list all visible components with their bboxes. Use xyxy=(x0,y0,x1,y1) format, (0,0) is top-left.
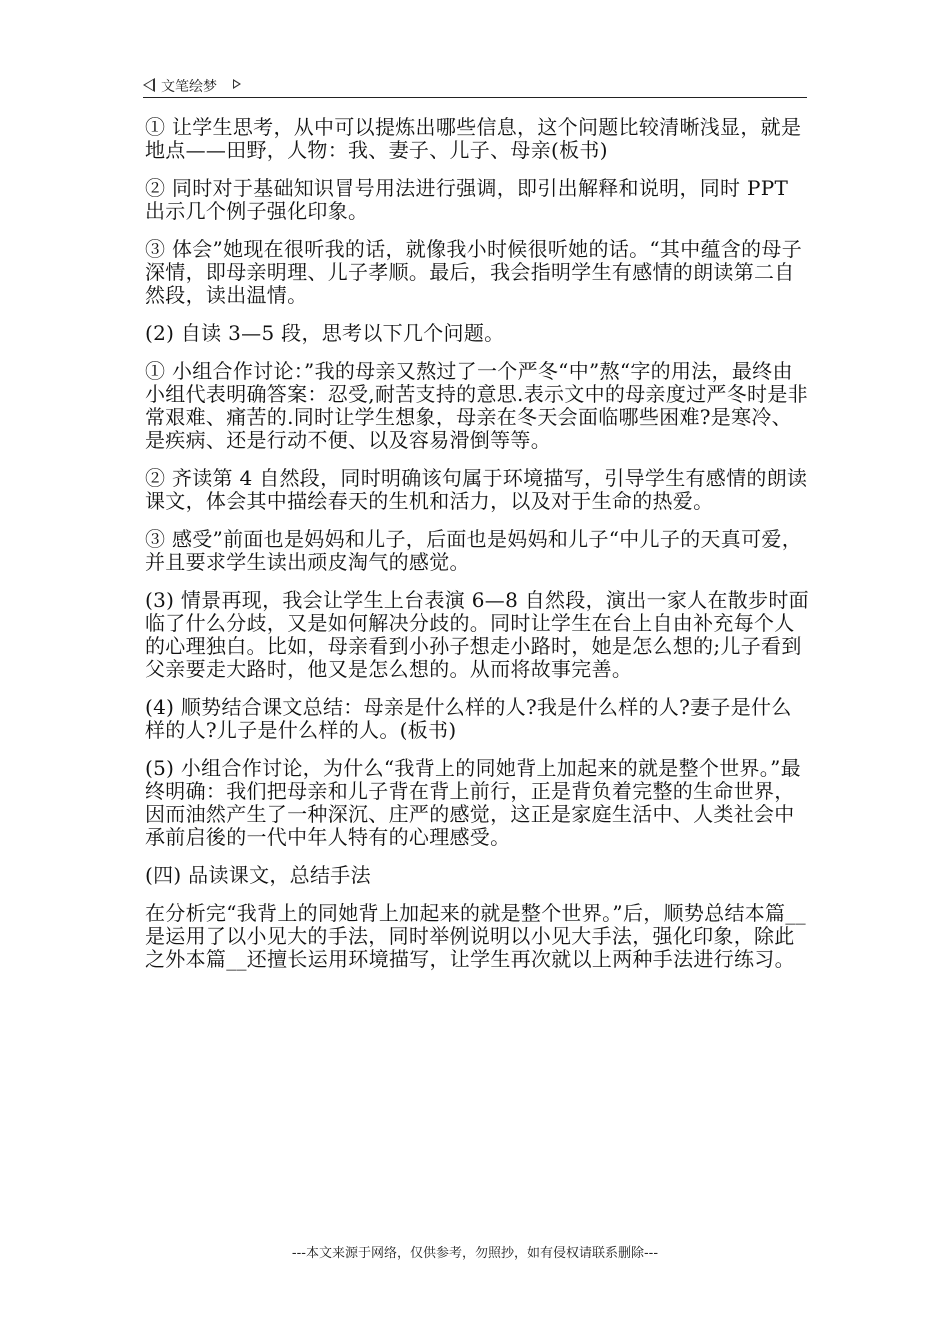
paragraph: ③ 感受”前面也是妈妈和儿子，后面也是妈妈和儿子“中儿子的天真可爱，并且要求学生读出顽皮淘气的感觉。 xyxy=(145,527,803,574)
triangle-left-icon xyxy=(143,78,155,92)
paragraph: (2) 自读 3—5 段，思考以下几个问题。 xyxy=(145,321,505,345)
paragraph: (5) 小组合作讨论，为什么“我背上的同她背上加起来的就是整个世界。”最终明确：我们把母亲和儿子背在背上前行，正是背负着完整的生命世界，因而油然产生了一种深沉、庄严的感觉，这正是家庭生活中、人类社会中承前启後的一代中年人特有的心理感受。 xyxy=(145,756,801,849)
paragraph: 在分析完“我背上的同她背上加起来的就是整个世界。”后，顺势总结本篇__是运用了以小见大的手法，同时举例说明以小见大手法，强化印象，除此之外本篇__还擅长运用环境描写，让学生再次就以上两种手法进行练习。 xyxy=(145,901,806,971)
paragraph: (4) 顺势结合课文总结：母亲是什么样的人?我是什么样的人?妻子是什么样的人?儿子是什么样的人。(板书) xyxy=(145,695,792,742)
paragraph: ② 齐读第 4 自然段，同时明确该句属于环境描写，引导学生有感情的朗读课文，体会其中描绘春天的生机和活力，以及对于生命的热爱。 xyxy=(145,466,808,513)
header-divider xyxy=(143,97,807,98)
triangle-right-icon xyxy=(233,79,241,89)
paragraph: ① 让学生思考，从中可以提炼出哪些信息，这个问题比较清晰浅显，就是地点——田野，人物：我、妻子、儿子、母亲(板书) xyxy=(145,115,802,162)
paragraph: (3) 情景再现，我会让学生上台表演 6—8 自然段，演出一家人在散步时面临了什么分歧，又是如何解决分歧的。同时让学生在台上自由补充每个人的心理独白。比如，母亲看到小孙子想走小路时，她是怎么想的;儿子看到父亲要走大路时，他又是怎么想的。从而将故事完善。 xyxy=(145,588,809,681)
paragraph: ③ 体会”她现在很听我的话，就像我小时候很听她的话。“其中蕴含的母子深情，即母亲明理、儿子孝顺。最后，我会指明学生有感情的朗读第二自然段，读出温情。 xyxy=(145,237,803,307)
page-header xyxy=(143,74,807,98)
paragraph: ① 小组合作讨论：”我的母亲又熬过了一个严冬“中”熬“字的用法，最终由小组代表明确答案：忍受,耐苦支持的意思.表示文中的母亲度过严冬时是非常艰难、痛苦的.同时让学生想象，母亲在冬天会面临哪些困难?是寒冷、是疾病、还是行动不便、以及容易滑倒等等。 xyxy=(145,359,808,452)
footer-disclaimer: ---本文来源于网络，仅供参考，勿照抄，如有侵权请联系删除--- xyxy=(291,1246,659,1261)
document-body xyxy=(145,116,810,986)
paragraph: ② 同时对于基础知识冒号用法进行强调，即引出解释和说明，同时 PPT 出示几个例子强化印象。 xyxy=(145,176,789,223)
brand-label: 文笔绘梦 xyxy=(161,79,217,95)
section-heading: (四) 品读课文，总结手法 xyxy=(145,863,371,887)
